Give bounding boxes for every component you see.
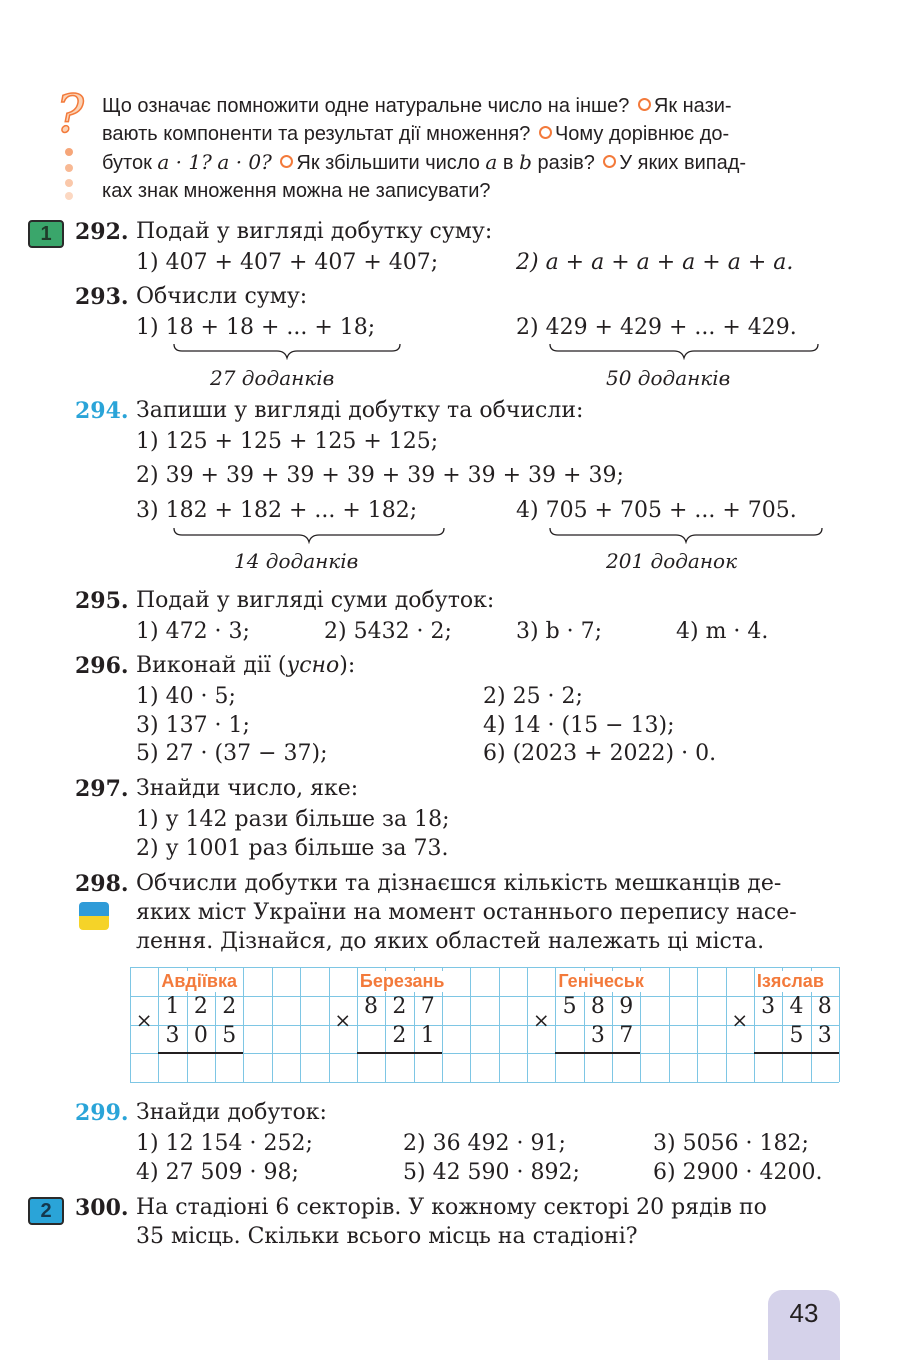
- exercise-296-number: 296.: [75, 653, 129, 679]
- grid-digit: 5: [789, 1022, 804, 1048]
- brace-label-294-3: 14 доданків: [234, 549, 359, 573]
- exercise-300-line1: На стадіоні 6 секторів. У кожному секторі 20 рядів по: [136, 1195, 767, 1220]
- exercise-295-item1: 1) 472 · 3;: [136, 619, 250, 644]
- multiplication-grid: [130, 967, 839, 1082]
- exercise-296-title: Виконай дії (усно):: [136, 653, 356, 678]
- city-name: Авдіївка: [161, 971, 237, 991]
- times-sign: ×: [334, 1008, 352, 1033]
- grid-digit: 3: [761, 993, 776, 1019]
- exercise-295-number: 295.: [75, 588, 129, 614]
- grid-digit: 8: [817, 993, 832, 1019]
- grid-digit: 7: [619, 1022, 634, 1048]
- expr-a0: a · 0?: [217, 150, 272, 174]
- exercise-297-item1: 1) у 142 рази більше за 18;: [136, 807, 450, 832]
- city-name: Березань: [359, 971, 445, 991]
- exercise-299-title: Знайди добуток:: [136, 1100, 327, 1125]
- question-mark-icon: [52, 88, 92, 208]
- exercise-295-item3: 3) b · 7;: [516, 619, 603, 644]
- exercise-300-number: 300.: [75, 1195, 129, 1221]
- in-word: в: [502, 152, 514, 174]
- times-sign: ×: [135, 1008, 153, 1033]
- exercise-297-item2: 2) у 1001 раз більше за 73.: [136, 836, 449, 861]
- grid-digit: 8: [364, 993, 379, 1019]
- grid-digit: 8: [590, 993, 605, 1019]
- exercise-292-item1: 1) 407 + 407 + 407 + 407;: [136, 250, 439, 275]
- bullet-icon: [539, 126, 552, 139]
- exercise-298-line3: лення. Дізнайся, до яких областей належать ці міста.: [136, 929, 765, 954]
- review-questions: [102, 92, 842, 205]
- result-underline: [158, 1052, 243, 1054]
- exercise-296-item3: 3) 137 · 1;: [136, 713, 250, 738]
- exercise-299-item2: 2) 36 492 · 91;: [403, 1131, 566, 1156]
- level-badge-1: 1: [28, 220, 64, 248]
- grid-digit: 3: [817, 1022, 832, 1048]
- q-line4: ках знак множення можна не записувати?: [102, 180, 491, 202]
- exercise-296-item5: 5) 27 · (37 − 37);: [136, 741, 328, 766]
- grid-digit: 9: [619, 993, 634, 1019]
- exercise-294-item2: 2) 39 + 39 + 39 + 39 + 39 + 39 + 39 + 39;: [136, 463, 624, 488]
- expr-a1: a · 1?: [157, 150, 212, 174]
- grid-digit: 3: [165, 1022, 180, 1048]
- times-sign: ×: [532, 1008, 550, 1033]
- exercise-295-title: Подай у вигляді суми добуток:: [136, 588, 495, 613]
- exercise-294-number: 294.: [75, 398, 129, 424]
- brace-293-1: [172, 342, 402, 360]
- grid-digit: 3: [590, 1022, 605, 1048]
- exercise-296-item1: 1) 40 · 5;: [136, 684, 236, 709]
- exercise-293-item1: 1) 18 + 18 + ... + 18;: [136, 315, 376, 340]
- grid-line: [130, 967, 839, 968]
- exercise-298-line2: яких міст України на момент останнього перепису насе-: [136, 900, 797, 925]
- exercise-299-item3: 3) 5056 · 182;: [653, 1131, 809, 1156]
- exercise-297-title: Знайди число, яке:: [136, 776, 359, 801]
- var-a: a: [485, 150, 498, 174]
- exercise-299-item1: 1) 12 154 · 252;: [136, 1131, 313, 1156]
- brace-label-294-4: 201 доданок: [606, 549, 738, 573]
- exercise-296-item2: 2) 25 · 2;: [483, 684, 583, 709]
- times-sign: ×: [731, 1008, 749, 1033]
- result-underline: [555, 1052, 640, 1054]
- var-b: b: [519, 150, 532, 174]
- brace-293-2: [548, 342, 820, 360]
- exercise-294-title: Запиши у вигляді добутку та обчисли:: [136, 398, 584, 423]
- q-line2: вають компоненти та результат дії множення?: [102, 123, 531, 145]
- q-line3a: буток: [102, 152, 152, 174]
- exercise-292-title: Подай у вигляді добутку суму:: [136, 219, 493, 244]
- exercise-294-item4: 4) 705 + 705 + ... + 705.: [516, 498, 797, 523]
- exercise-299-item4: 4) 27 509 · 98;: [136, 1160, 299, 1185]
- city-name: Ізяслав: [756, 971, 824, 991]
- grid-digit: 5: [222, 1022, 237, 1048]
- brace-label-293-1: 27 доданків: [210, 366, 335, 390]
- grid-digit: 2: [392, 993, 407, 1019]
- grid-digit: 0: [193, 1022, 208, 1048]
- q-line2b: Чому дорівнює до-: [554, 123, 730, 145]
- exercise-294-item3: 3) 182 + 182 + ... + 182;: [136, 498, 418, 523]
- q-line3c: разів?: [537, 152, 595, 174]
- brace-label-293-2: 50 доданків: [606, 366, 731, 390]
- grid-digit: 1: [165, 993, 180, 1019]
- exercise-296-item6: 6) (2023 + 2022) · 0.: [483, 741, 717, 766]
- bullet-icon: [280, 155, 293, 168]
- q-line1: Що означає помножити одне натуральне число на інше?: [102, 95, 630, 117]
- city-name: Генічеськ: [558, 971, 644, 991]
- exercise-295-item2: 2) 5432 · 2;: [324, 619, 452, 644]
- grid-digit: 5: [562, 993, 577, 1019]
- brace-294-3: [172, 526, 446, 544]
- page-number-tab: [768, 1290, 840, 1360]
- grid-digit: 2: [392, 1022, 407, 1048]
- bullet-icon: [638, 98, 651, 111]
- level-badge-2: 2: [28, 1197, 64, 1225]
- grid-digit: 1: [420, 1022, 435, 1048]
- exercise-296-item4: 4) 14 · (15 − 13);: [483, 713, 675, 738]
- q-line3d: У яких випад-: [619, 152, 747, 174]
- exercise-293-number: 293.: [75, 284, 129, 310]
- exercise-293-title: Обчисли суму:: [136, 284, 308, 309]
- grid-line: [839, 967, 840, 1082]
- q-line1b: Як нази-: [653, 95, 732, 117]
- exercise-299-item6: 6) 2900 · 4200.: [653, 1160, 823, 1185]
- exercise-292-item2: 2) a + a + a + a + a + a.: [516, 250, 794, 275]
- result-underline: [357, 1052, 442, 1054]
- grid-line: [130, 1082, 839, 1083]
- grid-digit: 4: [789, 993, 804, 1019]
- q-line3b: Як збільшити число: [296, 152, 480, 174]
- exercise-298-number: 298.: [75, 871, 129, 897]
- exercise-298-line1: Обчисли добутки та дізнаєшся кількість мешканців де-: [136, 871, 782, 896]
- svg-text:?: ?: [56, 88, 84, 145]
- exercise-295-item4: 4) m · 4.: [676, 619, 769, 644]
- exercise-293-item2: 2) 429 + 429 + ... + 429.: [516, 315, 797, 340]
- grid-digit: 2: [222, 993, 237, 1019]
- grid-digit: 2: [193, 993, 208, 1019]
- page-number: 43: [789, 1298, 819, 1328]
- exercise-292-number: 292.: [75, 219, 129, 245]
- bullet-icon: [603, 155, 616, 168]
- exercise-297-number: 297.: [75, 776, 129, 802]
- grid-digit: 7: [420, 993, 435, 1019]
- exercise-300-line2: 35 місць. Скільки всього місць на стадіоні?: [136, 1224, 638, 1249]
- brace-294-4: [548, 526, 824, 544]
- ukraine-flag-icon: [79, 902, 109, 930]
- exercise-299-item5: 5) 42 590 · 892;: [403, 1160, 580, 1185]
- exercise-299-number: 299.: [75, 1100, 129, 1126]
- exercise-294-item1: 1) 125 + 125 + 125 + 125;: [136, 429, 439, 454]
- result-underline: [754, 1052, 839, 1054]
